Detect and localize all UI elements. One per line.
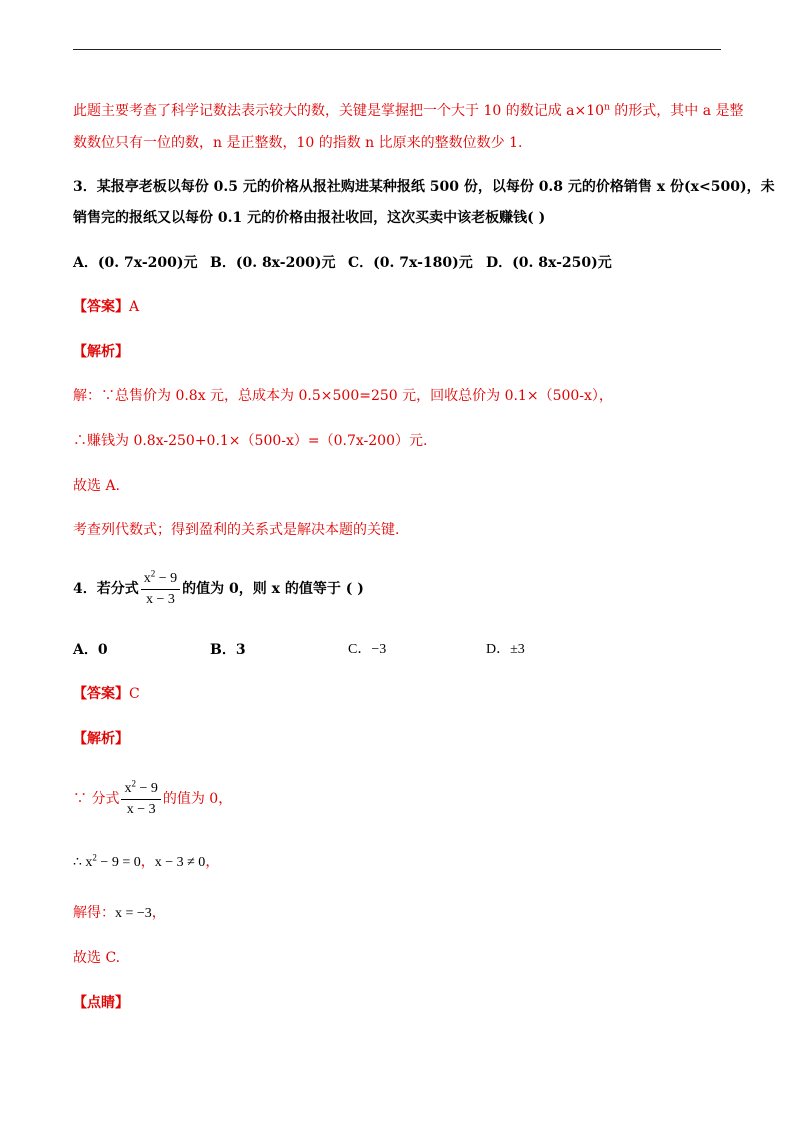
q3-solution-line-3: 故选 A. xyxy=(73,478,121,494)
q4-solution-line-1: ∵ 分式 $\frac{x^2 - 9}{x - 3}$ 的值为 0， xyxy=(73,777,721,821)
q4-fraction xyxy=(141,569,180,610)
q4-solution-line-4: 故选 C. xyxy=(73,950,121,966)
q3-option-b[interactable]: B．(0. 8x-200)元 xyxy=(210,255,336,271)
q4-option-d[interactable]: D．±3 xyxy=(486,642,525,657)
q4-option-b[interactable]: B．3 xyxy=(210,642,246,658)
q3-solution-line-2: ∴赚钱为 0.8x-250+0.1×（500-x）=（0.7x-200）元. xyxy=(73,433,428,449)
q4-comment-tag: 【点睛】 xyxy=(73,995,129,1011)
q4-stem-pre: 4．若分式 xyxy=(73,581,139,597)
q3-analysis-tag: 【解析】 xyxy=(73,344,129,360)
q4-options xyxy=(73,640,721,660)
answer-value: A xyxy=(129,299,140,315)
prev-analysis-line-2: 数数位只有一位的数，n 是正整数，10 的指数 n 比原来的整数位数少 1. xyxy=(73,135,523,151)
q3-solution-line-4: 考查列代数式；得到盈利的关系式是解决本题的关键. xyxy=(73,522,400,538)
q3-options xyxy=(73,253,721,273)
q3-option-d[interactable]: D．(0. 8x-250)元 xyxy=(486,255,612,271)
answer-tag: 【答案】 xyxy=(73,686,129,702)
answer-value: C xyxy=(129,686,140,702)
q4-solution-line-3: 解得：x = −3， xyxy=(73,905,166,921)
q3-answer xyxy=(73,297,721,317)
q4-fraction-denominator: x − 3 xyxy=(146,591,175,607)
q4-fraction-numerator: $x^2 - 9$ xyxy=(141,569,180,590)
q3-solution-line-1: 解：∵总售价为 0.8x 元，总成本为 0.5×500=250 元，回收总价为 0.1×（500-x）， xyxy=(73,388,613,404)
header-rule xyxy=(73,49,721,50)
q3-stem-line-1: 3．某报亭老板以每份 0.5 元的价格从报社购进某种报纸 500 份，以每份 0.8 元的价格销售 x 份(x<500)，未 xyxy=(73,179,775,195)
answer-tag: 【答案】 xyxy=(73,299,129,315)
q4-option-c[interactable]: C．−3 xyxy=(348,642,387,657)
q4-stem xyxy=(73,567,721,611)
q4-option-a[interactable]: A．0 xyxy=(73,642,108,658)
q3-option-c[interactable]: C．(0. 7x-180)元 xyxy=(348,255,473,271)
prev-analysis-line-1: 此题主要考查了科学记数法表示较大的数，关键是掌握把一个大于 10 的数记成 $a\times 10^n$ 的形式，其中 a 是整 xyxy=(73,102,744,119)
q3-stem-line-2: 销售完的报纸又以每份 0.1 元的价格由报社收回，这次买卖中该老板赚钱( ) xyxy=(73,210,546,226)
q4-stem-post: 的值为 0，则 x 的值等于 ( ) xyxy=(182,581,364,597)
q4-answer xyxy=(73,684,721,704)
q4-analysis-tag: 【解析】 xyxy=(73,731,129,747)
q4-solution-fraction: $\frac{x^2 - 9}{x - 3}$ xyxy=(121,779,160,820)
q3-option-a[interactable]: A．(0. 7x-200)元 xyxy=(73,255,198,271)
q4-solution-line-2: ∴ $x^2 - 9 = 0$，x − 3 ≠ 0， xyxy=(73,852,220,870)
